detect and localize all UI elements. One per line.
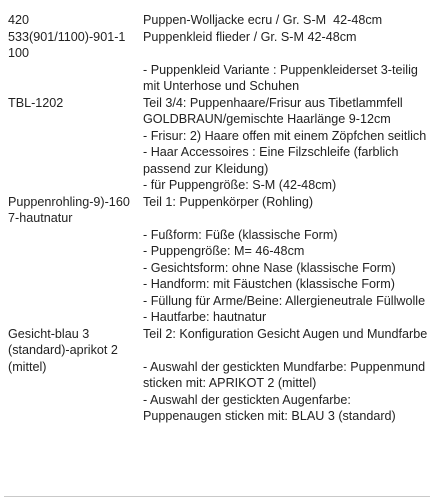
table-row [4,95,430,194]
article-description: Puppen-Wolljacke ecru / Gr. S-M 42-48cm [143,13,383,27]
bottom-divider [4,496,430,497]
table-row [4,12,430,29]
article-code: Gesicht-blau 3 (standard)-aprikot 2 (mittel) [8,326,122,374]
article-code: TBL-1202 [8,95,64,110]
article-code: Puppenrohling-9)-160 7-hautnatur [8,194,130,225]
table-row [4,326,430,425]
article-code: 420 [8,13,30,27]
order-items-table [4,12,430,425]
article-description: Teil 2: Konfiguration Gesicht Augen und Mundfarbe - Auswahl der gestickten Mundfarbe: Puppenmund sticken mit: APRIKOT 2 (mittel) - Auswahl der gestickten Augenfarbe: Puppenaugen sticken mit: BLAU 3 (standard) [143,326,428,423]
article-code: 533(901/1100)-901-1 100 [8,29,126,60]
article-description: Teil 3/4: Puppenhaare/Frisur aus Tibetlammfell GOLDBRAUN/gemischte Haarlänge 9-12cm - Frisur: 2) Haare offen mit einem Zöpfchen seitlich - Haar Accessoires : Eine Filzschleife (farblich passend zur Kleidung) - für Puppengröße: S-M (42-48cm) [143,95,427,192]
article-description: Teil 1: Puppenkörper (Rohling) - Fußform: Füße (klassische Form) - Puppengröße: M= 46-48cm - Gesichtsform: ohne Nase (klassische Form) - Handform: mit Fäustchen (klassische Form) - Füllung für Arme/Beine: Allergieneutrale Füllwolle - Hautfarbe: hautnatur [143,194,426,324]
article-description: Puppenkleid flieder / Gr. S-M 42-48cm - Puppenkleid Variante : Puppenkleiderset 3-teilig mit Unterhose und Schuhen [143,29,418,93]
table-row [4,194,430,326]
table-row [4,29,430,95]
